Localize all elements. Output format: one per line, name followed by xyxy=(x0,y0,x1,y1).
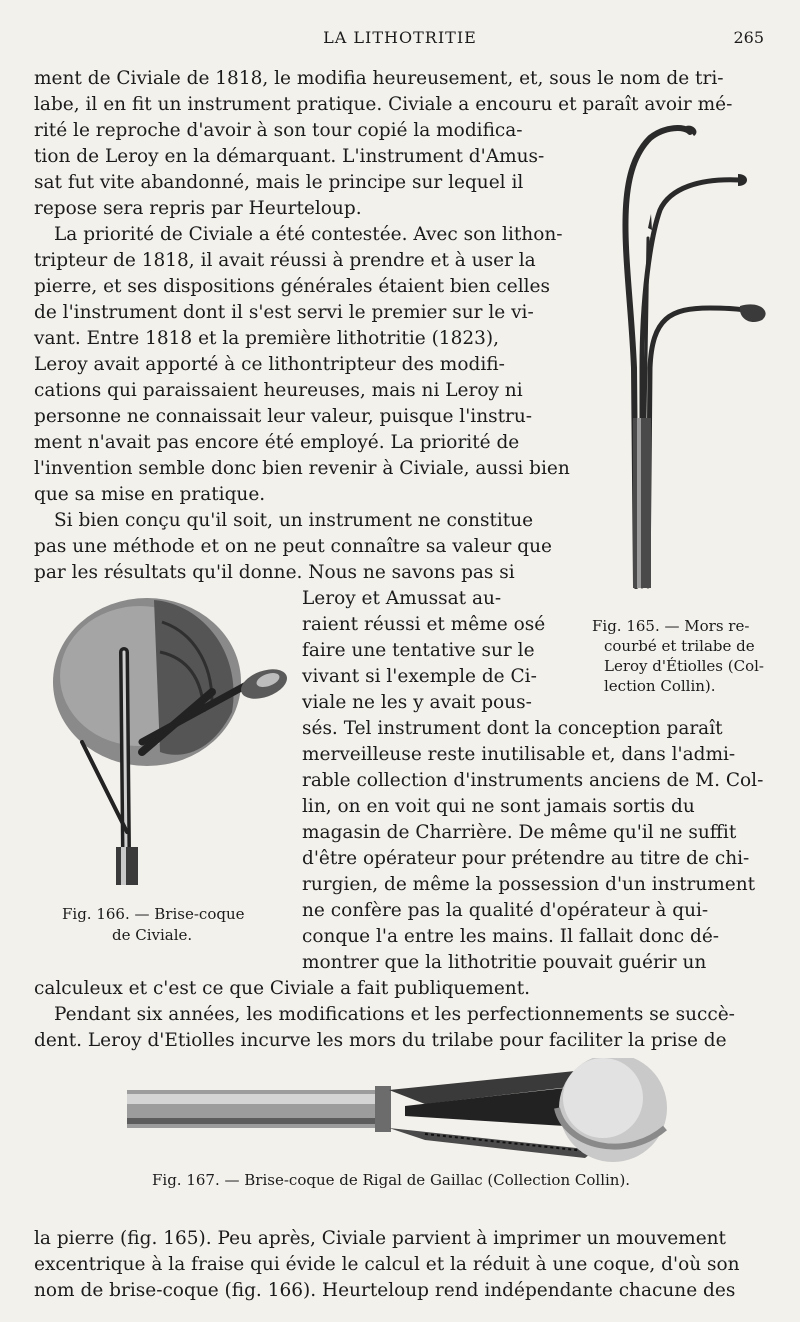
text-line: nom de brise-coque (fig. 166). Heurteloup rend indépendante chacune des xyxy=(34,1280,736,1301)
text-line: sés. Tel instrument dont la conception paraît xyxy=(302,718,723,739)
figure-165-caption-line: lection Collin). xyxy=(604,677,716,695)
text-line: Leroy avait apporté à ce lithontripteur des modifi- xyxy=(34,354,505,375)
text-line: l'invention semble donc bien revenir à Civiale, aussi bien xyxy=(34,458,570,479)
text-line: ment de Civiale de 1818, le modifia heureusement, et, sous le nom de tri- xyxy=(34,68,724,89)
page-number: 265 xyxy=(733,28,764,47)
figure-165-caption-line: courbé et trilabe de xyxy=(604,637,755,655)
text-line: Pendant six années, les modifications et les perfectionnements se succè- xyxy=(54,1004,735,1025)
text-line: Si bien conçu qu'il soit, un instrument ne constitue xyxy=(54,510,534,531)
text-line: personne ne connaissait leur valeur, puisque l'instru- xyxy=(34,406,533,427)
text-line: ment n'avait pas encore été employé. La priorité de xyxy=(34,432,520,453)
text-line: viale ne les y avait pous- xyxy=(302,692,532,713)
text-line: la pierre (fig. 165). Peu après, Civiale parvient à imprimer un mouvement xyxy=(34,1228,726,1249)
figure-166-caption-line: de Civiale. xyxy=(112,926,193,944)
figure-165-caption-line: Fig. 165. — Mors re- xyxy=(592,617,750,635)
text-line: excentrique à la fraise qui évide le calcul et la réduit à une coque, d'où son xyxy=(34,1254,740,1275)
figure-167-brise-coque-rigal-illustration xyxy=(125,1058,673,1162)
text-line: dent. Leroy d'Etiolles incurve les mors du trilabe pour faciliter la prise de xyxy=(34,1030,727,1051)
text-line: pas une méthode et on ne peut connaître sa valeur que xyxy=(34,536,552,557)
figure-165-trilabe-illustration xyxy=(590,118,780,608)
text-line: rité le reproche d'avoir à son tour copié la modifica- xyxy=(34,120,523,141)
text-line: rurgien, de même la possession d'un instrument xyxy=(302,874,756,895)
text-line: sat fut vite abandonné, mais le principe sur lequel il xyxy=(34,172,524,193)
text-line: repose sera repris par Heurteloup. xyxy=(34,198,362,219)
running-header: LA LITHOTRITIE xyxy=(323,28,477,47)
figure-166-brise-coque-illustration xyxy=(42,592,290,892)
text-line: ne confère pas la qualité d'opérateur à qui- xyxy=(302,900,709,921)
text-line: labe, il en fit un instrument pratique. Civiale a encouru et paraît avoir mé- xyxy=(34,94,733,115)
text-line: rable collection d'instruments anciens de M. Col- xyxy=(302,770,764,791)
text-line: pierre, et ses dispositions générales étaient bien celles xyxy=(34,276,550,297)
text-line: merveilleuse reste inutilisable et, dans l'admi- xyxy=(302,744,736,765)
text-line: de l'instrument dont il s'est servi le premier sur le vi- xyxy=(34,302,534,323)
text-line: conque l'a entre les mains. Il fallait donc dé- xyxy=(302,926,720,947)
text-line: lin, on en voit qui ne sont jamais sortis du xyxy=(302,796,695,817)
text-line: Leroy et Amussat au- xyxy=(302,588,502,609)
text-line: raient réussi et même osé xyxy=(302,614,546,635)
text-line: cations qui paraissaient heureuses, mais ni Leroy ni xyxy=(34,380,523,401)
text-line: que sa mise en pratique. xyxy=(34,484,266,505)
figure-167-caption: Fig. 167. — Brise-coque de Rigal de Gaillac (Collection Collin). xyxy=(152,1171,631,1189)
text-line: tion de Leroy en la démarquant. L'instrument d'Amus- xyxy=(34,146,545,167)
text-line: vant. Entre 1818 et la première lithotritie (1823), xyxy=(34,328,499,349)
text-line: montrer que la lithotritie pouvait guérir un xyxy=(302,952,707,973)
text-line: d'être opérateur pour prétendre au titre de chi- xyxy=(302,848,750,869)
text-line: tripteur de 1818, il avait réussi à prendre et à user la xyxy=(34,250,536,271)
figure-165-caption-line: Leroy d'Étiolles (Col- xyxy=(604,657,764,675)
text-line: faire une tentative sur le xyxy=(302,640,535,661)
text-line: calculeux et c'est ce que Civiale a fait publiquement. xyxy=(34,978,531,999)
text-line: La priorité de Civiale a été contestée. Avec son lithon- xyxy=(54,224,563,245)
text-line: vivant si l'exemple de Ci- xyxy=(302,666,537,687)
text-line: par les résultats qu'il donne. Nous ne savons pas si xyxy=(34,562,515,583)
text-line: magasin de Charrière. De même qu'il ne suffit xyxy=(302,822,737,843)
figure-166-caption-line: Fig. 166. — Brise-coque xyxy=(62,905,245,923)
